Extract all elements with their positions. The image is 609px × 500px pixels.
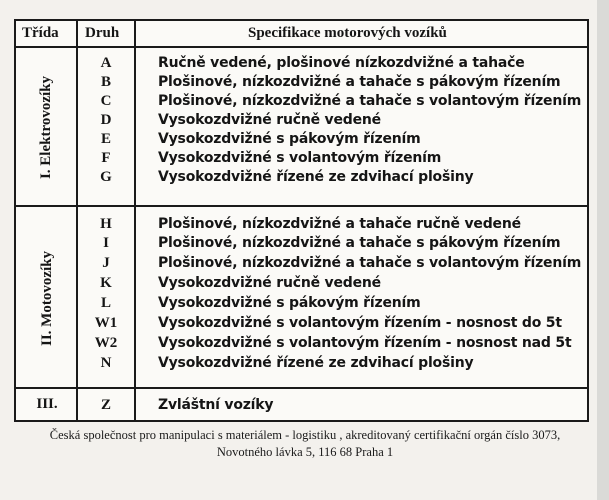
row-spec: Zvláštní vozíky (158, 397, 274, 413)
group-divider (16, 387, 587, 389)
row-code: C (100, 93, 112, 109)
header-spec: Specifikace motorových vozíků (248, 25, 447, 41)
table-row (16, 112, 587, 131)
scan-edge (597, 0, 609, 500)
header-type: Druh (85, 25, 120, 41)
row-code: I (103, 235, 109, 251)
table-row (16, 235, 587, 254)
group-label-text: III. (36, 396, 58, 412)
table-row (16, 74, 587, 93)
row-spec: Vysokozdvižné s volantovým řízením (158, 150, 442, 166)
row-spec: Ručně vedené, plošinové nízkozdvižné a tahače (158, 55, 525, 71)
row-code: J (102, 255, 110, 271)
row-spec: Vysokozdvižné s pákovým řízením (158, 131, 421, 147)
row-spec: Vysokozdvižné s volantovým řízením - nosnost nad 5t (158, 335, 572, 351)
row-spec: Vysokozdvižné s volantovým řízením - nosnost do 5t (158, 315, 562, 331)
row-spec: Vysokozdvižné řízené ze zdvihací plošiny (158, 355, 474, 371)
table-row (16, 93, 587, 112)
footer-line-1: Česká společnost pro manipulaci s materiálem - logistiku , akreditovaný certifikační orgán číslo 3073, (49, 428, 561, 442)
table-row (16, 315, 587, 334)
row-spec: Vysokozdvižné s pákovým řízením (158, 295, 421, 311)
row-code: D (100, 112, 112, 128)
row-spec: Plošinové, nízkozdvižné a tahače s pákovým řízením (158, 235, 561, 251)
header-class: Třída (22, 25, 59, 41)
group-divider (16, 205, 587, 207)
table-row (16, 131, 587, 150)
table-row (16, 150, 587, 169)
row-code: H (100, 216, 112, 232)
certification-table (14, 19, 589, 422)
row-code: L (100, 295, 111, 311)
row-spec: Vysokozdvižné ručně vedené (158, 112, 381, 128)
row-code: N (100, 355, 112, 371)
table-row (16, 55, 587, 74)
row-code: Z (100, 397, 111, 413)
row-spec: Vysokozdvižné řízené ze zdvihací plošiny (158, 169, 474, 185)
row-spec: Vysokozdvižné ručně vedené (158, 275, 381, 291)
table-row (16, 335, 587, 354)
row-code: G (100, 169, 112, 185)
row-code: W2 (94, 335, 118, 351)
row-code: E (100, 131, 111, 147)
header-divider (16, 46, 587, 48)
table-row (16, 295, 587, 314)
group-label-text: II. Motovozíky (38, 250, 55, 346)
table-row (16, 397, 587, 416)
row-spec: Plošinové, nízkozdvižné a tahače ručně vedené (158, 216, 521, 232)
footer-line-2: Novotného lávka 5, 116 68 Praha 1 (216, 445, 394, 459)
group-label-text: I. Elektrovozíky (38, 75, 55, 180)
row-spec: Plošinové, nízkozdvižné a tahače s volantovým řízením (158, 93, 582, 109)
row-code: W1 (94, 315, 118, 331)
table-row (16, 355, 587, 374)
row-code: F (101, 150, 111, 166)
table-row (16, 216, 587, 235)
table-row (16, 255, 587, 274)
row-code: A (100, 55, 112, 71)
row-code: K (100, 275, 112, 291)
row-spec: Plošinové, nízkozdvižné a tahače s volantovým řízením (158, 255, 582, 271)
row-spec: Plošinové, nízkozdvižné a tahače s pákovým řízením (158, 74, 561, 90)
row-code: B (100, 74, 111, 90)
table-row (16, 169, 587, 188)
table-row (16, 275, 587, 294)
